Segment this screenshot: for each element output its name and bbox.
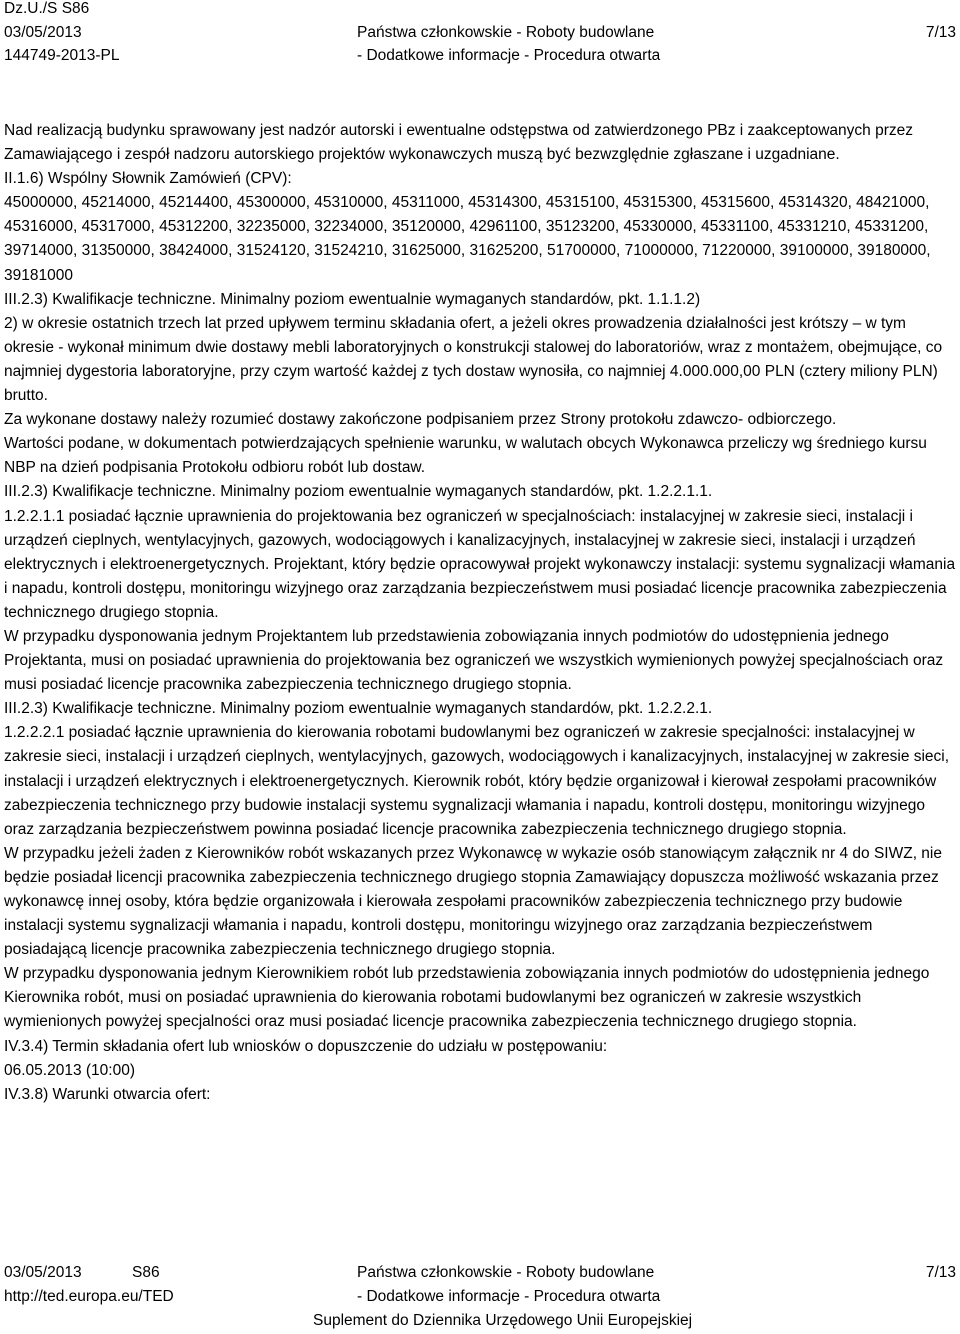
section-heading: III.2.3) Kwalifikacje techniczne. Minimalny poziom ewentualnie wymaganych standardów, pkt. 1.1.1.2): [4, 290, 701, 308]
footer-title-line2: - Dodatkowe informacje - Procedura otwarta: [357, 1288, 661, 1305]
paragraph: 1.2.2.2.1 posiadać łącznie uprawnienia do kierowania robotami budowlanymi bez ograniczeń w zakresie specjalności: instalacyjnej w zakresie sieci, instalacji i urządzeń cieplnych, wentylacyjnych, gazowych, wodociągowych i kanalizacyjnych, instalacyjnej w zakresie sieci, instalacji i urządzeń elektrycznych i elektroenergetycznych. Kierownik robót, który będzie organizował i kierował zespołami pracowników zabezpieczenia technicznego przy budowie instalacji systemu sygnalizacji włamania i napadu, kontroli dostępu, monitoringu wizyjnego oraz zarządzania bezpieczeństwem powinna posiadać licencje pracownika zabezpieczenia technicznego drugiego stopnia.: [4, 724, 950, 838]
footer-title-line1: Państwa członkowskie - Roboty budowlane: [357, 1264, 655, 1281]
footer-page-number: 7/13: [925, 1264, 956, 1281]
paragraph: W przypadku jeżeli żaden z Kierowników robót wskazanych przez Wykonawcę w wykazie osób stanowiącym załącznik nr 4 do SIWZ, nie będzie posiadał licencji pracownika zabezpieczenia technicznego drugiego stopnia Zamawiający dopuszcza możliwość wskazania przez wykonawcę innej osoby, która będzie organizowała i kierowała zespołami pracowników zabezpieczenia technicznego przy budowie instalacji systemu sygnalizacji włamania i napadu, kontroli dostępu, monitoringu wizyjnego oraz zarządzania bezpieczeństwem posiadającą licencje pracownika zabezpieczenia technicznego drugiego stopnia.: [4, 844, 942, 959]
paragraph: 1.2.2.1.1 posiadać łącznie uprawnienia do projektowania bez ograniczeń w specjalnościach: instalacyjnej w zakresie sieci, instalacji i urządzeń cieplnych, wentylacyjnych, gazowych, wodociągowych i kanalizacyjnych, instalacyjnej w zakresie sieci, instalacji i urządzeń elektrycznych i elektroenergetycznych. Projektant, który będzie opracowywał projekt wykonawczy instalacji: systemu sygnalizacji włamania i napadu, kontroli dostępu, monitoringu wizyjnego oraz zarządzania bezpieczeństwem musi posiadać licencje pracownika zabezpieczenia technicznego drugiego stopnia.: [4, 507, 956, 621]
cpv-codes: 45000000, 45214000, 45214400, 45300000, 45310000, 45311000, 45314300, 45315100, 45315300, 45315600, 45314320, 48421000, 45316000, 45317000, 45312200, 32235000, 32234000, 35120000, 42961100, 35123200, 45330000, 45331100, 45331210, 45331200, 39714000, 31350000, 38424000, 31524120, 31524210, 31625000, 31625200, 51700000, 71000000, 71220000, 39100000, 39180000, 39181000: [4, 194, 931, 284]
paragraph: W przypadku dysponowania jednym Projektantem lub przedstawienia zobowiązania innych podmiotów do udostępnienia jednego Projektanta, musi on posiadać uprawnienia do projektowania bez ograniczeń we wszystkich wymienionych powyżej specjalnościach oraz musi posiadać licencje pracownika zabezpieczenia technicznego drugiego stopnia.: [4, 627, 944, 694]
page-footer: [0, 1264, 960, 1334]
deadline-date: 06.05.2013 (10:00): [4, 1061, 135, 1079]
paragraph: Za wykonane dostawy należy rozumieć dostawy zakończone podpisaniem przez Strony protokołu zdawczo- odbiorczego.: [4, 411, 837, 429]
footer-supplement-title: Suplement do Dziennika Urzędowego Unii Europejskiej: [313, 1312, 693, 1329]
footer-series: S86: [132, 1264, 160, 1281]
section-heading: II.1.6) Wspólny Słownik Zamówień (CPV):: [4, 170, 292, 188]
section-heading: IV.3.8) Warunki otwarcia ofert:: [4, 1085, 211, 1103]
header-title-line2: - Dodatkowe informacje - Procedura otwarta: [357, 47, 661, 64]
paragraph: Wartości podane, w dokumentach potwierdzających spełnienie warunku, w walutach obcych Wykonawca przeliczy wg średniego kursu NBP na dzień podpisania Protokołu odbioru robót lub dostaw.: [4, 435, 927, 477]
header-title-line1: Państwa członkowskie - Roboty budowlane: [357, 24, 655, 41]
header-date: 03/05/2013: [4, 24, 82, 41]
paragraph: 2) w okresie ostatnich trzech lat przed upływem terminu składania ofert, a jeżeli okres prowadzenia działalności jest krótszy – w tym okresie - wykonał minimum dwie dostawy mebli laboratoryjnych o konstrukcji stalowej do laboratoriów, wraz z montażem, obejmujące, co najmniej dygestoria laboratoryjne, przy czym wartość każdej z tych dostaw wynosiła, co najmniej 4.000.000,00 PLN (cztery miliony PLN) brutto.: [4, 314, 943, 405]
section-heading: III.2.3) Kwalifikacje techniczne. Minimalny poziom ewentualnie wymaganych standardów, pkt. 1.2.2.1.1.: [4, 483, 713, 501]
journal-ref: Dz.U./S S86: [4, 0, 90, 17]
page-header: [0, 0, 960, 72]
footer-url: http://ted.europa.eu/TED: [4, 1288, 174, 1305]
document-body: [4, 119, 956, 1107]
paragraph: W przypadku dysponowania jednym Kierownikiem robót lub przedstawienia zobowiązania innych podmiotów do udostępnienia jednego Kierownika robót, musi on posiadać uprawnienia do kierowania robotami budowlanymi bez ograniczeń w zakresie wszystkich wymienionych powyżej specjalności oraz musi posiadać licencje pracownika zabezpieczenia technicznego drugiego stopnia.: [4, 965, 930, 1031]
paragraph: Nad realizacją budynku sprawowany jest nadzór autorski i ewentualne odstępstwa od zatwierdzonego PBz i zaakceptowanych przez Zamawiającego i zespół nadzoru autorskiego projektów wykonawczych muszą być bezwzględnie zgłaszane i uzgadniane.: [4, 122, 913, 164]
header-page-number: 7/13: [925, 24, 956, 41]
section-heading: IV.3.4) Termin składania ofert lub wniosków o dopuszczenie do udziału w postępowaniu:: [4, 1037, 608, 1055]
section-heading: III.2.3) Kwalifikacje techniczne. Minimalny poziom ewentualnie wymaganych standardów, pkt. 1.2.2.2.1.: [4, 700, 713, 718]
footer-date: 03/05/2013: [4, 1264, 82, 1281]
notice-id: 144749-2013-PL: [4, 47, 120, 64]
